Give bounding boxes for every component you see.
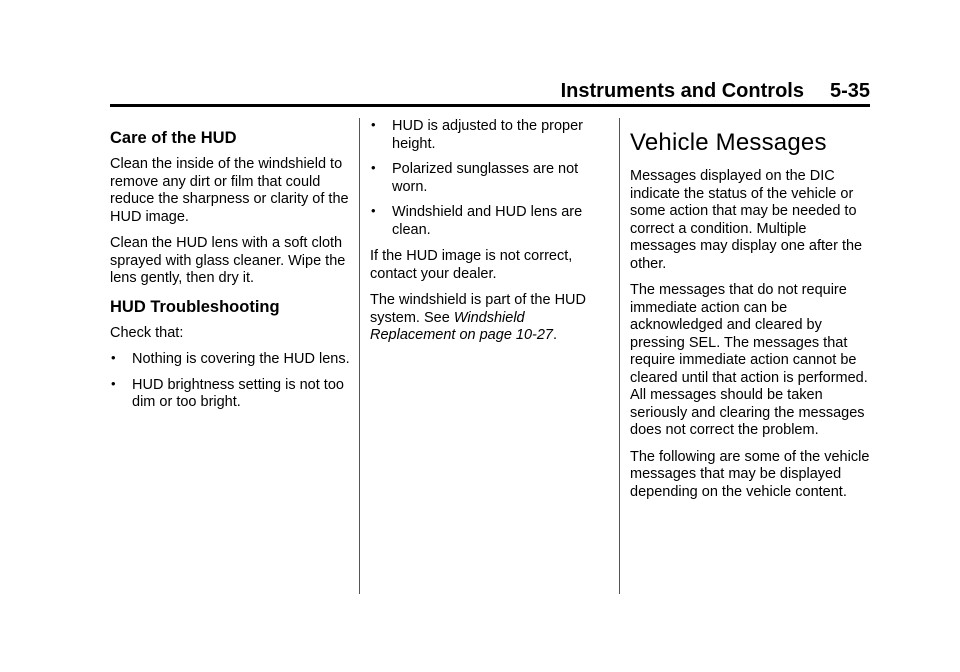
list-item: • Windshield and HUD lens are clean. <box>371 203 583 238</box>
column-1 <box>110 128 352 421</box>
list-item: • Polarized sunglasses are not worn. <box>371 160 579 195</box>
hud-troubleshooting-heading: HUD Troubleshooting <box>110 297 280 316</box>
dealer-paragraph: If the HUD image is not correct, contact your dealer. <box>370 248 573 282</box>
column-3 <box>630 118 870 510</box>
care-paragraph-2: Clean the HUD lens with a soft cloth sprayed with glass cleaner. Wipe the lens gently, then dry it. <box>110 235 346 286</box>
windshield-replacement-link[interactable]: Windshield Replacement on page 10-27 <box>370 309 553 343</box>
bullet-icon: • <box>371 203 376 218</box>
care-paragraph-1: Clean the inside of the windshield to remove any dirt or film that could reduce the sharpness or clarity of the HUD image. <box>110 156 349 225</box>
troubleshooting-list-1 <box>110 351 352 412</box>
vehicle-messages-heading: Vehicle Messages <box>630 129 827 156</box>
check-that-text: Check that: <box>110 324 184 341</box>
messages-paragraph-1: Messages displayed on the DIC indicate the status of the vehicle or some action that may be needed to correct a condition. Multiple messages may display one after the other. <box>630 168 863 272</box>
column-divider-right <box>619 118 620 594</box>
list-item: • Nothing is covering the HUD lens. <box>111 350 350 367</box>
messages-paragraph-2: The messages that do not require immediate action can be acknowledged and cleared by pressing SEL. The messages that require immediate action cannot be cleared until that action is performed. All messages should be taken seriously and clearing the messages does not correct the problem. <box>630 282 868 438</box>
care-of-hud-heading: Care of the HUD <box>110 129 237 147</box>
column-divider-left <box>359 118 360 594</box>
chapter-title: Instruments and Controls <box>560 80 804 102</box>
windshield-paragraph: The windshield is part of the HUD system. See Windshield Replacement on page 10-27. <box>370 292 586 343</box>
header-rule <box>110 104 870 107</box>
bullet-icon: • <box>111 375 116 391</box>
bullet-icon: • <box>371 117 376 132</box>
column-2 <box>370 118 602 354</box>
messages-paragraph-3: The following are some of the vehicle messages that may be displayed depending on the vehicle content. <box>630 448 870 500</box>
list-item: • HUD is adjusted to the proper height. <box>371 117 584 152</box>
troubleshooting-list-2 <box>370 118 602 239</box>
header-title <box>561 80 870 103</box>
bullet-icon: • <box>111 350 116 365</box>
list-item: • HUD brightness setting is not too dim or too bright. <box>111 375 344 410</box>
page-header <box>110 80 870 106</box>
bullet-icon: • <box>371 160 376 175</box>
page-number: 5-35 <box>829 80 870 102</box>
